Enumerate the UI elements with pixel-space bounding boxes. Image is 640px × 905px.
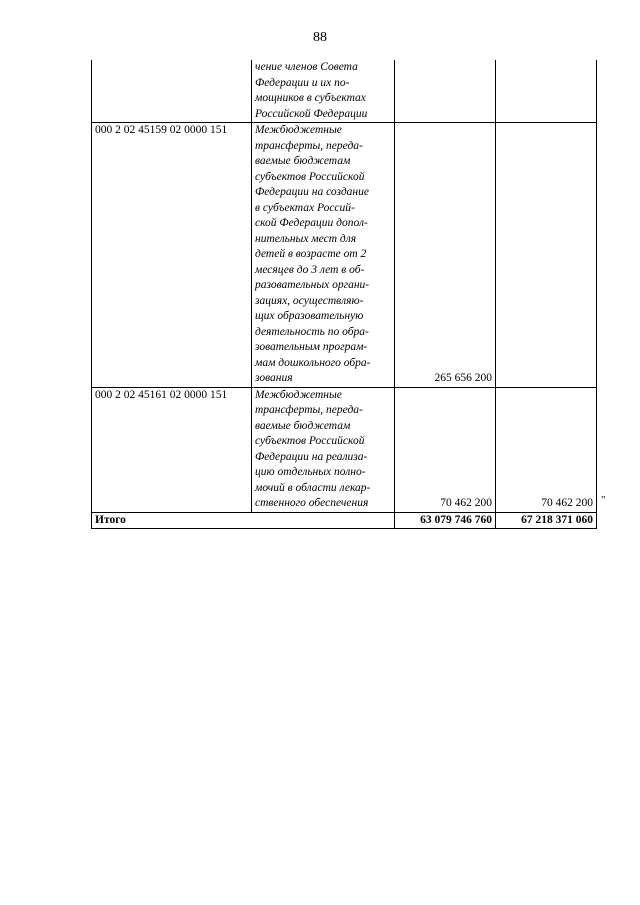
total-amount-year1: 63 079 746 760 — [395, 512, 496, 529]
total-row — [92, 512, 597, 529]
closing-quote-mark: " — [601, 494, 606, 506]
total-amount-year2: 67 218 371 060 — [496, 512, 597, 529]
amount-year2-cell: 70 462 200 — [496, 387, 597, 512]
table-row — [92, 123, 597, 388]
amount-year1-cell — [395, 60, 496, 123]
page-number: 88 — [313, 30, 327, 45]
total-label: Итого — [92, 512, 395, 529]
budget-code-cell — [92, 60, 252, 123]
budget-code-cell: 000 2 02 45159 02 0000 151 — [92, 123, 252, 388]
table-row — [92, 387, 597, 512]
amount-year2-cell — [496, 60, 597, 123]
income-name-cell: чение членов Совета Федерации и их по- мощников в субъектах Российской Федерации — [252, 60, 395, 123]
amount-year1-cell: 265 656 200 — [395, 123, 496, 388]
income-name-cell: Межбюджетные трансферты, переда- ваемые бюджетам субъектов Российской Федерации на создание в субъектах Россий- ской Федерации допол- нительных мест для детей в возрасте от 2 месяцев до 3 лет в об- разовательных органи- зациях, осуществляю- щих образовательную деятельность по обра- зовательным програм- мам дошкольного обра- зования — [252, 123, 395, 388]
income-name-cell: Межбюджетные трансферты, переда- ваемые бюджетам субъектов Российской Федерации на реализа- цию отдельных полно- мочий в области лекар- ственного обеспечения — [252, 387, 395, 512]
table-row — [92, 60, 597, 123]
amount-year2-cell — [496, 123, 597, 388]
amount-year1-cell: 70 462 200 — [395, 387, 496, 512]
budget-code-cell: 000 2 02 45161 02 0000 151 — [92, 387, 252, 512]
budget-table — [91, 60, 597, 529]
